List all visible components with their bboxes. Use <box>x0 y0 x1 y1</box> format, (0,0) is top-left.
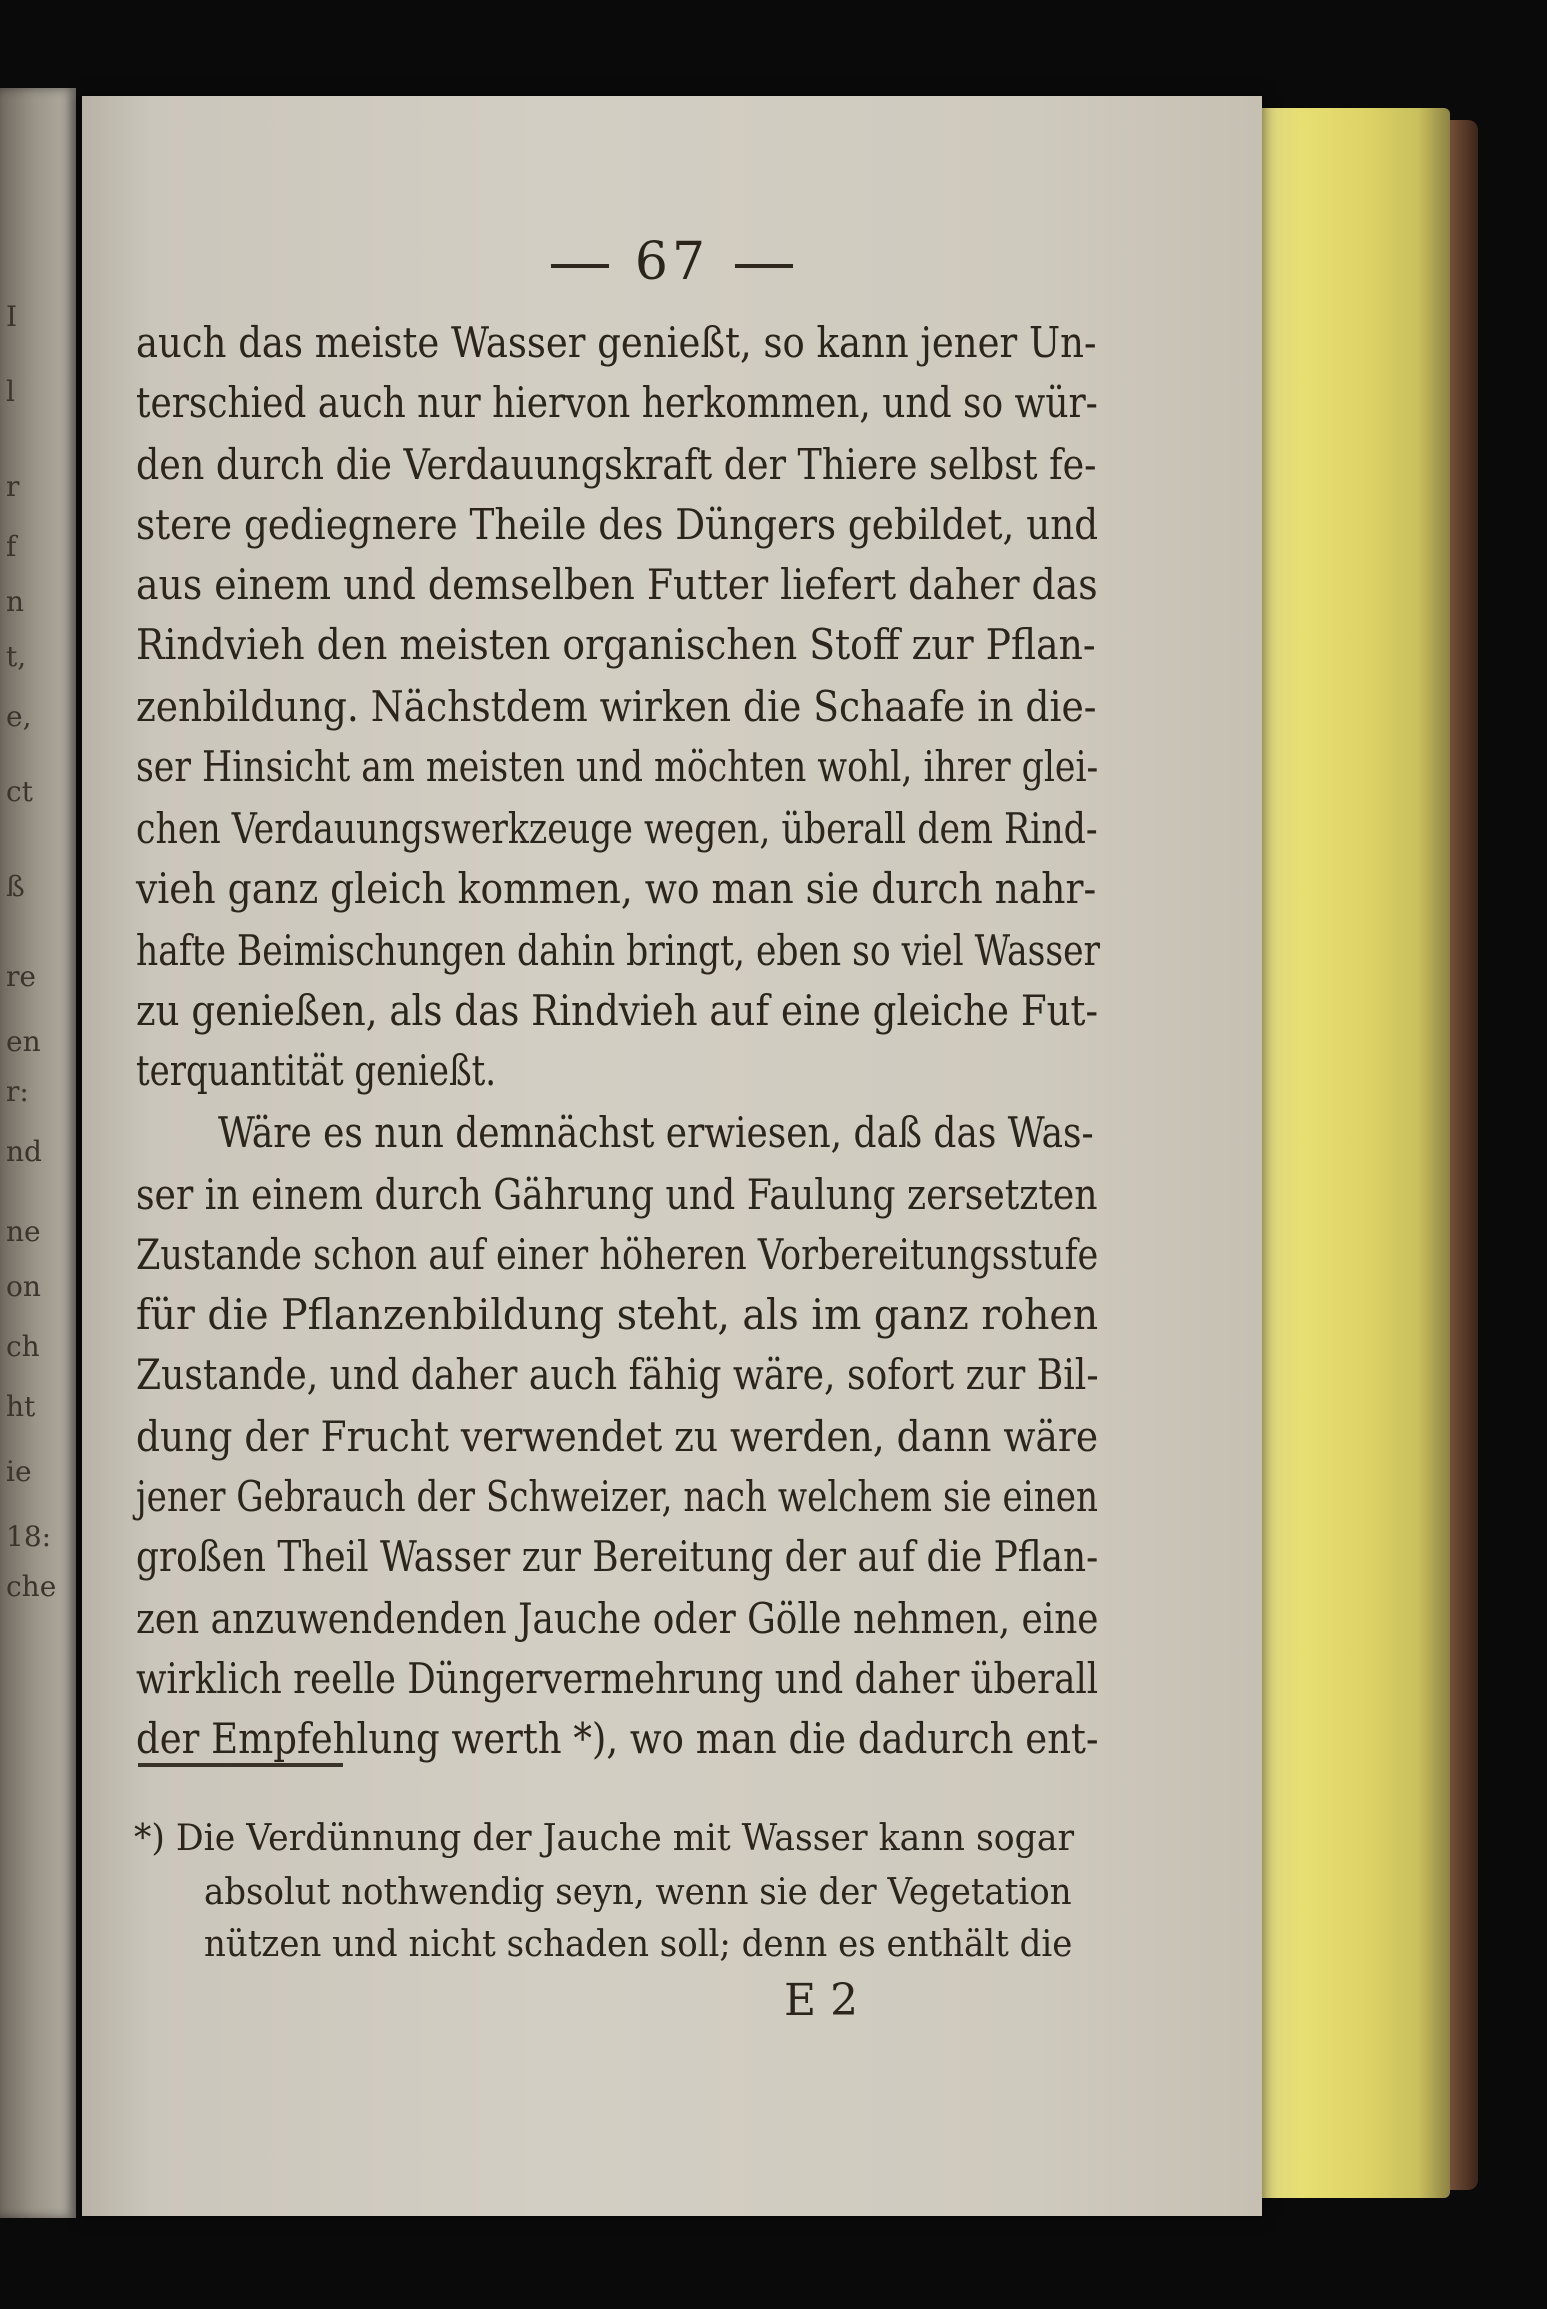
body-line: Zustande schon auf einer höheren Vorbereitungsstufe <box>136 1230 1099 1279</box>
body-line: zu genießen, als das Rindvieh auf eine gleiche Fut- <box>136 986 1099 1035</box>
facing-page-fragment: r: <box>6 1075 29 1108</box>
facing-page-fragment: nd <box>6 1135 42 1168</box>
body-line: der Empfehlung werth *), wo man die dadurch ent- <box>136 1714 1099 1763</box>
facing-page-fragment: on <box>6 1270 41 1303</box>
facing-page-fragment: che <box>6 1570 57 1603</box>
body-line: Wäre es nun demnächst erwiesen, daß das Was- <box>218 1108 1094 1157</box>
page-number: 67 <box>634 232 710 292</box>
facing-page-fragment: ie <box>6 1455 32 1488</box>
body-line: zen anzuwendenden Jauche oder Gölle nehmen, eine <box>136 1594 1099 1643</box>
body-line: Zustande, und daher auch fähig wäre, sofort zur Bil- <box>136 1350 1099 1399</box>
body-line: stere gediegnere Theile des Düngers gebildet, und <box>136 500 1099 549</box>
body-line: auch das meiste Wasser genießt, so kann jener Un- <box>136 318 1097 367</box>
facing-page-fragment: ß <box>6 870 25 903</box>
header-dash-left <box>551 264 609 268</box>
body-line: großen Theil Wasser zur Bereitung der auf die Pflan- <box>136 1532 1099 1581</box>
body-line: dung der Frucht verwendet zu werden, dann wäre <box>136 1412 1099 1461</box>
body-line: chen Verdauungswerkzeuge wegen, überall dem Rind- <box>136 804 1098 853</box>
facing-page-fragment: 18: <box>6 1520 52 1553</box>
facing-page-fragment: ne <box>6 1215 41 1248</box>
facing-page-fragment: n <box>6 585 25 618</box>
header-dash-right <box>735 264 793 268</box>
body-line: den durch die Verdauungskraft der Thiere selbst fe- <box>136 440 1097 489</box>
body-line: ser Hinsicht am meisten und möchten wohl, ihrer glei- <box>136 742 1099 791</box>
body-line: Rindvieh den meisten organischen Stoff zur Pflan- <box>136 620 1096 669</box>
facing-page-fragment: e, <box>6 700 32 733</box>
facing-page-fragment: ct <box>6 775 33 808</box>
facing-page-fragment: ht <box>6 1390 36 1423</box>
body-line: zenbildung. Nächstdem wirken die Schaafe in die- <box>136 682 1097 731</box>
page-header <box>82 232 1262 292</box>
facing-page-fragment: re <box>6 960 36 993</box>
footnote-line: *) Die Verdünnung der Jauche mit Wasser kann sogar <box>134 1818 1075 1859</box>
facing-page-fragment: r <box>6 470 20 503</box>
body-line: ser in einem durch Gährung und Faulung zersetzten <box>136 1170 1098 1219</box>
facing-page-fragment: l <box>6 375 15 408</box>
body-line: jener Gebrauch der Schweizer, nach welchem sie einen <box>136 1472 1098 1521</box>
facing-page-fragment: t, <box>6 640 27 673</box>
facing-page-fragment: f <box>6 530 17 563</box>
body-line: terquantität genießt. <box>136 1046 497 1095</box>
body-line: hafte Beimischungen dahin bringt, eben so viel Wasser <box>136 926 1101 975</box>
footnote-rule <box>138 1763 343 1767</box>
body-line: terschied auch nur hiervon herkommen, und so wür- <box>136 378 1098 427</box>
body-line: vieh ganz gleich kommen, wo man sie durch nahr- <box>136 864 1097 913</box>
signature-mark: E 2 <box>784 1975 859 2026</box>
body-line: aus einem und demselben Futter liefert daher das <box>136 560 1098 609</box>
facing-page-fragment: ch <box>6 1330 40 1363</box>
page-block-edge <box>1240 108 1450 2198</box>
body-line: wirklich reelle Düngervermehrung und daher überall <box>136 1654 1099 1703</box>
body-line: für die Pflanzenbildung steht, als im ganz rohen <box>136 1290 1099 1339</box>
facing-page-fragment: en <box>6 1025 41 1058</box>
footnote-line: nützen und nicht schaden soll; denn es enthält die <box>204 1924 1073 1965</box>
footnote-line: absolut nothwendig seyn, wenn sie der Vegetation <box>204 1872 1072 1913</box>
facing-page-fragment: I <box>6 300 18 333</box>
